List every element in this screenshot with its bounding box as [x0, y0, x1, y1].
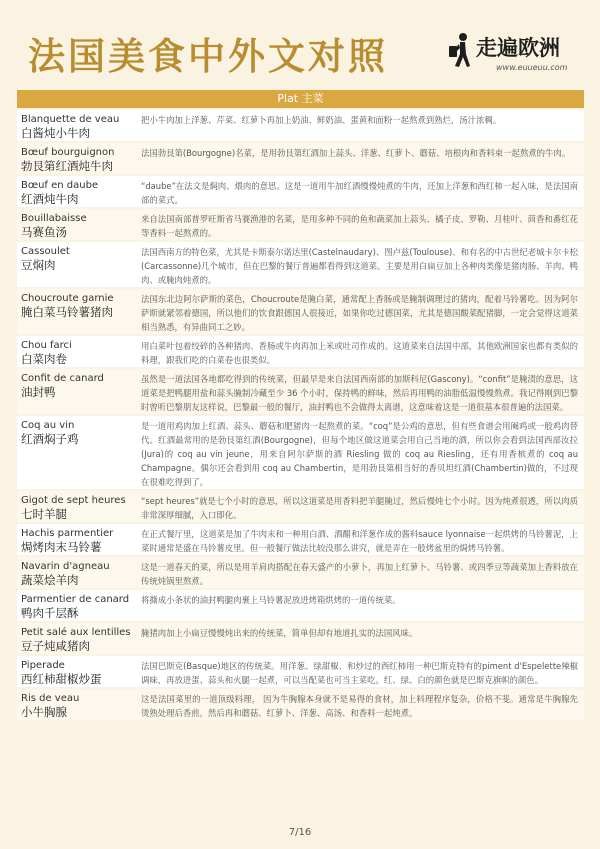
dish-description: 把小牛肉加上洋葱、芹菜、红萝卜再加上奶油、鲜奶油、蛋黄和面粉一起熬煮到熟烂，汤汁浓稠。 — [141, 115, 502, 125]
dish-description: 虽然是一道法国各地都吃得到的传统菜，但最早是来自法国西南部的加斯科尼(Gascony)。“confit”是腌渍的意思，这道菜是把鸭腿用盐和蒜头腌制冷藏至少 36 个小时，保持鸭的鲜味，然后再用鸭的油脂低温慢慢熬煮。我记得刚到巴黎时曾听巴黎朋友这样说，巴黎最一般的餐厅，油封鸭也不会做得太离谱，这意味着这是一道很基本很普遍的法国菜。 — [141, 374, 578, 412]
dish-french-name: Blanquette de veau — [21, 114, 120, 125]
dish-description: “sept heures”就是七个小时的意思，所以这道菜是用香料把羊腿腌过，然后慢炖七个小时。因为炖煮很透，所以肉质非常深厚细腻，入口即化。 — [141, 496, 578, 520]
dish-french-name: Piperade — [21, 660, 65, 671]
dish-description: 用白菜叶包着绞碎的各种猪肉、香肠或牛肉再加上米或吐司作成的。这道菜来自法国中部，其他欧洲国家也都有类似的料理，跟我们吃的白菜卷也很类似。 — [141, 341, 578, 365]
dish-list — [17, 110, 584, 722]
dish-chinese-name: 红酒炖牛肉 — [21, 192, 79, 206]
dish-french-name: Bœuf bourguignon — [21, 147, 115, 158]
table-row — [17, 689, 584, 722]
dish-description: 法国东北边阿尔萨斯的菜色，Choucroute是腌白菜，通常配上香肠或是腌制调理过的猪肉，配着马铃薯吃。因为阿尔萨斯就紧邻着德国，所以他们的饮食跟德国人很接近，如果你吃过德国菜，尤其是德国酸菜配猪脚，一定会觉得这道菜相当熟悉，有异曲同工之妙。 — [141, 294, 578, 332]
table-row — [17, 524, 584, 557]
dish-name-cell — [17, 336, 135, 367]
page-number: 7/16 — [288, 827, 312, 838]
dish-chinese-name: 勃艮第红酒炖牛肉 — [21, 159, 113, 173]
logo-name: 走遍欧洲 — [476, 35, 560, 60]
dish-chinese-name: 蔬菜烩羊肉 — [21, 573, 79, 587]
dish-french-name: Coq au vin — [21, 420, 75, 431]
dish-french-name: Cassoulet — [21, 246, 70, 257]
table-row — [17, 416, 584, 491]
table-row — [17, 590, 584, 623]
table-row — [17, 143, 584, 176]
table-row — [17, 491, 584, 524]
dish-description: 是一道用鸡肉加上红酒、蒜头、蘑菇和肥猪肉一起熬煮的菜。“coq”是公鸡的意思，但有些食谱会用阉鸡或一般鸡肉替代。红酒最常用的是勃艮第红酒(Bourgogne)，但每个地区做这道菜会用自己当地的酒，所以你会看到法国西部汝拉(Jura)的 coq au vin jeune，用来自阿尔萨斯的酒 Riesling 做的 coq au Riesling，还有用香槟煮的 coq au Champagne。偶尔还会看到用 coq au Chambertin，是用勃艮第相当好的香贝坦红酒(Chambertin)做的，不过现在很难吃得到了。 — [141, 421, 578, 487]
dish-name-cell — [17, 524, 135, 555]
dish-name-cell — [17, 289, 135, 334]
dish-chinese-name: 七时羊腿 — [21, 507, 67, 521]
section-header: Plat 主菜 — [17, 90, 584, 108]
dish-description: 在正式餐厅里，这道菜是加了牛肉末和一种用白酒、酒醋和洋葱作成的酱料sauce lyonnaise一起烘烤的马铃薯泥，上菜时通常是盛在马铃薯皮里。但一般餐厅做法比较没那么讲究，就是弄在一般烤盆里的焗烤马铃薯。 — [141, 529, 578, 553]
dish-name-cell — [17, 590, 135, 621]
table-row — [17, 242, 584, 289]
dish-french-name: Navarin d'agneau — [21, 561, 110, 572]
dish-description: 这是法国菜里的一道顶级料理， 因为牛胸腺本身就不是易得的食材，加上料理程序复杂，价格不斐。通常是牛胸腺先烫熟处理后香煎，然后再和蘑菇、红萝卜、洋葱、高汤、和香料一起炖煮。 — [141, 694, 578, 718]
dish-name-cell — [17, 369, 135, 414]
dish-name-cell — [17, 491, 135, 522]
dish-name-cell — [17, 416, 135, 489]
dish-chinese-name: 西红柿甜椒炒蛋 — [21, 672, 102, 686]
dish-name-cell — [17, 623, 135, 654]
dish-description: 这是一道春天的菜，所以是用羊肩肉搭配在春天盛产的小萝卜，再加上红萝卜、马铃薯、或四季豆等蔬菜加上香料放在传统炖锅里熬煮。 — [141, 562, 578, 586]
table-row — [17, 336, 584, 369]
dish-french-name: Gigot de sept heures — [21, 495, 126, 506]
dish-french-name: Bœuf en daube — [21, 180, 99, 191]
dish-description: 法国勃艮第(Bourgogne)名菜，是用勃艮第红酒加上蒜头、洋葱、红萝卜、蘑菇、培根肉和香料束一起熬煮的牛肉。 — [141, 148, 571, 158]
table-row — [17, 557, 584, 590]
table-row — [17, 110, 584, 143]
dish-description: “daube”在法文是焖肉、煨肉的意思。这是一道用牛加红酒慢慢炖煮的牛肉，还加上洋葱和西红柿一起入味，是法国南部的菜式。 — [141, 181, 578, 205]
table-row — [17, 209, 584, 242]
dish-chinese-name: 马赛鱼汤 — [21, 225, 67, 239]
dish-chinese-name: 小牛胸腺 — [21, 705, 67, 719]
table-row — [17, 623, 584, 656]
dish-french-name: Parmentier de canard — [21, 594, 130, 605]
dish-chinese-name: 腌白菜马铃薯猪肉 — [21, 305, 113, 319]
table-row — [17, 176, 584, 209]
dish-french-name: Hachis parmentier — [21, 528, 114, 539]
dish-name-cell — [17, 209, 135, 240]
table-row — [17, 656, 584, 689]
dish-description: 来自法国南部普罗旺斯省马赛渔港的名菜，是用多种不同的鱼和蔬菜加上蒜头、橘子皮、罗勒、月桂叶、茴香和番红花等香料一起熬煮的。 — [141, 214, 578, 238]
dish-name-cell — [17, 110, 135, 141]
dish-name-cell — [17, 176, 135, 207]
dish-french-name: Confit de canard — [21, 373, 104, 384]
dish-french-name: Bouillabaisse — [21, 213, 87, 224]
dish-name-cell — [17, 689, 135, 720]
dish-french-name: Choucroute garnie — [21, 293, 114, 304]
dish-name-cell — [17, 656, 135, 687]
page-title: 法国美食中外文对照 — [28, 34, 388, 78]
dish-name-cell — [17, 143, 135, 174]
logo — [446, 30, 586, 80]
dish-description: 法国西南方的特色菜，尤其是卡斯泰尔诺达里(Castelnaudary)、图卢兹(Toulouse)、和有名的中古世纪老城卡尔卡松(Carcassonne)几个城市，但在巴黎的餐厅普遍都看得到这道菜。主要是用白扁豆加上各种肉类像是猪肉肠、羊肉、鸭肉、或腌肉炖煮的。 — [141, 247, 579, 285]
table-row — [17, 289, 584, 336]
dish-description: 将撕成小条状的油封鸭腿肉裹上马铃薯泥放进烤箱烘烤的一道传统菜。 — [141, 595, 401, 605]
dish-name-cell — [17, 242, 135, 287]
logo-url: www.euueuu.com — [496, 63, 568, 72]
dish-chinese-name: 焗烤肉末马铃薯 — [21, 540, 102, 554]
dish-chinese-name: 油封鸭 — [21, 385, 56, 399]
dish-chinese-name: 白菜肉卷 — [21, 352, 67, 366]
dish-chinese-name: 豆焖肉 — [21, 258, 56, 272]
dish-french-name: Chou farci — [21, 340, 72, 351]
dish-name-cell — [17, 557, 135, 588]
dish-french-name: Petit salé aux lentilles — [21, 627, 131, 638]
dish-description: 腌猪肉加上小扁豆慢慢炖出来的传统菜，简单但却有地道扎实的法国风味。 — [141, 628, 418, 638]
dish-french-name: Ris de veau — [21, 693, 80, 704]
dish-chinese-name: 红酒焖子鸡 — [21, 432, 79, 446]
dish-description: 法国巴斯克(Basque)地区的传统菜。用洋葱、绿甜椒、和炒过的西红柿用一种巴斯克特有的piment d'Espelette辣椒调味，再放进蛋、蒜头和火腿一起煮，可以当配菜也可当主菜吃。红、绿、白的颜色就是巴斯克旗帜的颜色。 — [141, 661, 578, 685]
header — [0, 0, 600, 88]
table-row — [17, 369, 584, 416]
traveler-icon — [446, 32, 474, 76]
dish-chinese-name: 鸭肉千层酥 — [21, 606, 79, 620]
dish-chinese-name: 白酱炖小牛肉 — [21, 126, 90, 140]
dish-chinese-name: 豆子炖咸猪肉 — [21, 639, 90, 653]
